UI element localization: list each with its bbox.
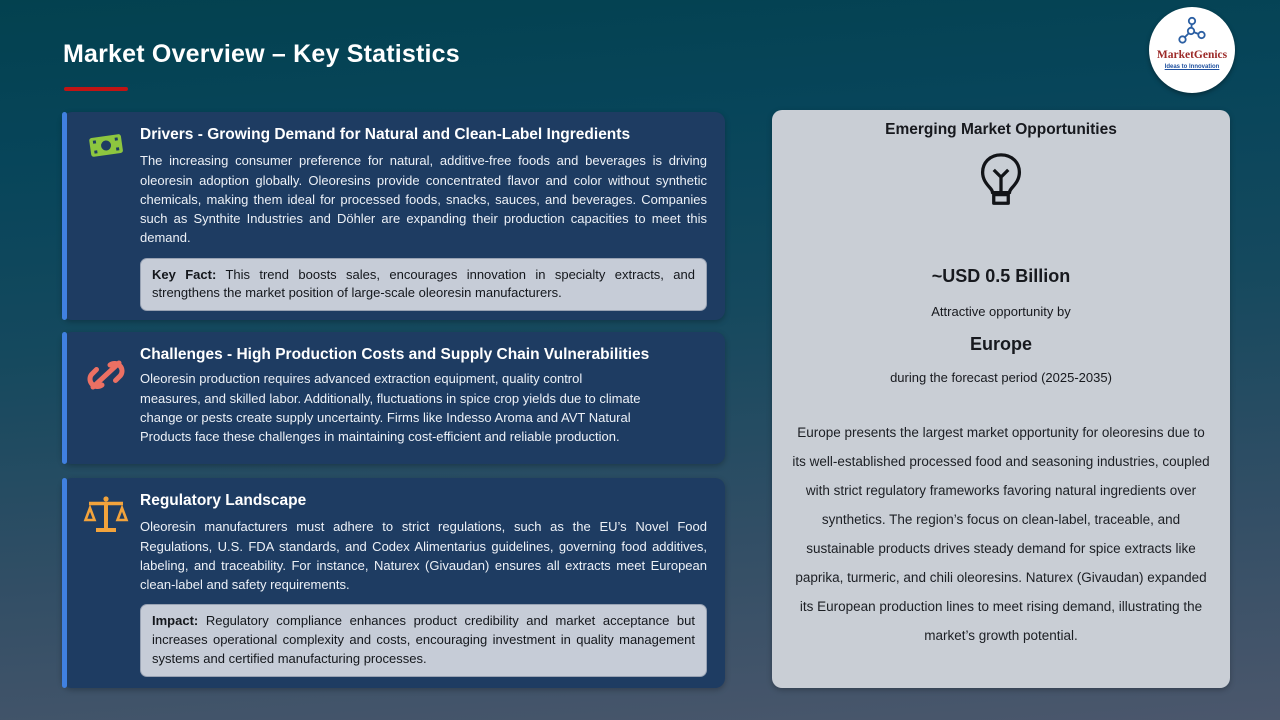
- impact-callout: [140, 604, 707, 677]
- title-underline: [64, 87, 128, 91]
- impact-label: Impact:: [152, 613, 199, 629]
- opportunity-panel: [772, 110, 1230, 688]
- key-fact-callout: [140, 258, 707, 312]
- key-fact-text: This trend boosts sales, encourages innovation in specialty extracts, and strengthens the market position of large-scale oleoresin manufacturers.: [152, 266, 695, 301]
- opportunity-period: during the forecast period (2025-2035): [890, 370, 1112, 385]
- opportunity-title: Emerging Market Opportunities: [885, 121, 1117, 138]
- opportunity-subtitle: Attractive opportunity by: [931, 304, 1071, 319]
- impact-text: Regulatory compliance enhances product credibility and market acceptance but increases operational complexity and costs, encouraging investment in quality management systems and certified manufacturing processes.: [152, 613, 695, 666]
- molecule-icon: [1176, 16, 1208, 46]
- logo-brand: MarketGenics: [1156, 49, 1228, 61]
- page-title: Market Overview – Key Statistics: [63, 40, 460, 68]
- drivers-card: [62, 112, 725, 320]
- scales-icon: [83, 494, 129, 541]
- money-bill-icon: [83, 128, 129, 167]
- logo-tagline: Ideas to Innovation: [1164, 63, 1220, 70]
- challenges-heading: Challenges - High Production Costs and Supply Chain Vulnerabilities: [140, 346, 650, 363]
- regulatory-card: [62, 478, 725, 688]
- regulatory-body: Oleoresin manufacturers must adhere to strict regulations, such as the EU’s Novel Food Regulations, U.S. FDA standards, and Codex Alimentarius guidelines, governing food additives, labeling, and traceability. For instance, Naturex (Givaudan) ensures all extracts meet European clean-label and safety requirements.: [140, 519, 707, 593]
- lightbulb-icon: [772, 151, 1230, 216]
- logo: [1149, 7, 1235, 93]
- opportunity-region: Europe: [969, 334, 1032, 354]
- key-fact-label: Key Fact:: [152, 266, 217, 282]
- regulatory-heading: Regulatory Landscape: [140, 492, 307, 509]
- challenges-card: [62, 332, 725, 464]
- broken-link-icon: [83, 354, 129, 401]
- opportunity-description: Europe presents the largest market opportunity for oleoresins due to its well-established processed food and seasoning industries, coupled with strict regulatory frameworks favoring natural ingredients over synthetics. The region’s focus on clean-label, traceable, and sustainable products drives steady demand for spice extracts like paprika, turmeric, and chili oleoresins. Naturex (Givaudan) expanded its European production lines to meet rising demand, illustrating the market’s growth potential.: [792, 425, 1210, 643]
- drivers-body: The increasing consumer preference for natural, additive-free foods and beverages is driving oleoresin adoption globally. Oleoresins provide concentrated flavor and color without synthetic chemicals, making them ideal for processed foods, snacks, sauces, and beverages. Companies such as Synthite Industries and Döhler are expanding their production capacities to meet this demand.: [140, 153, 707, 246]
- drivers-heading: Drivers - Growing Demand for Natural and Clean-Label Ingredients: [140, 126, 631, 143]
- challenges-body: Oleoresin production requires advanced extraction equipment, quality control measures, and skilled labor. Additionally, fluctuations in spice crop yields due to climate change or pests create supply uncertainty. Firms like Indesso Aroma and AVT Natural Products face these challenges in maintaining cost-efficient and reliable production.: [140, 371, 641, 445]
- opportunity-value: ~USD 0.5 Billion: [931, 266, 1071, 286]
